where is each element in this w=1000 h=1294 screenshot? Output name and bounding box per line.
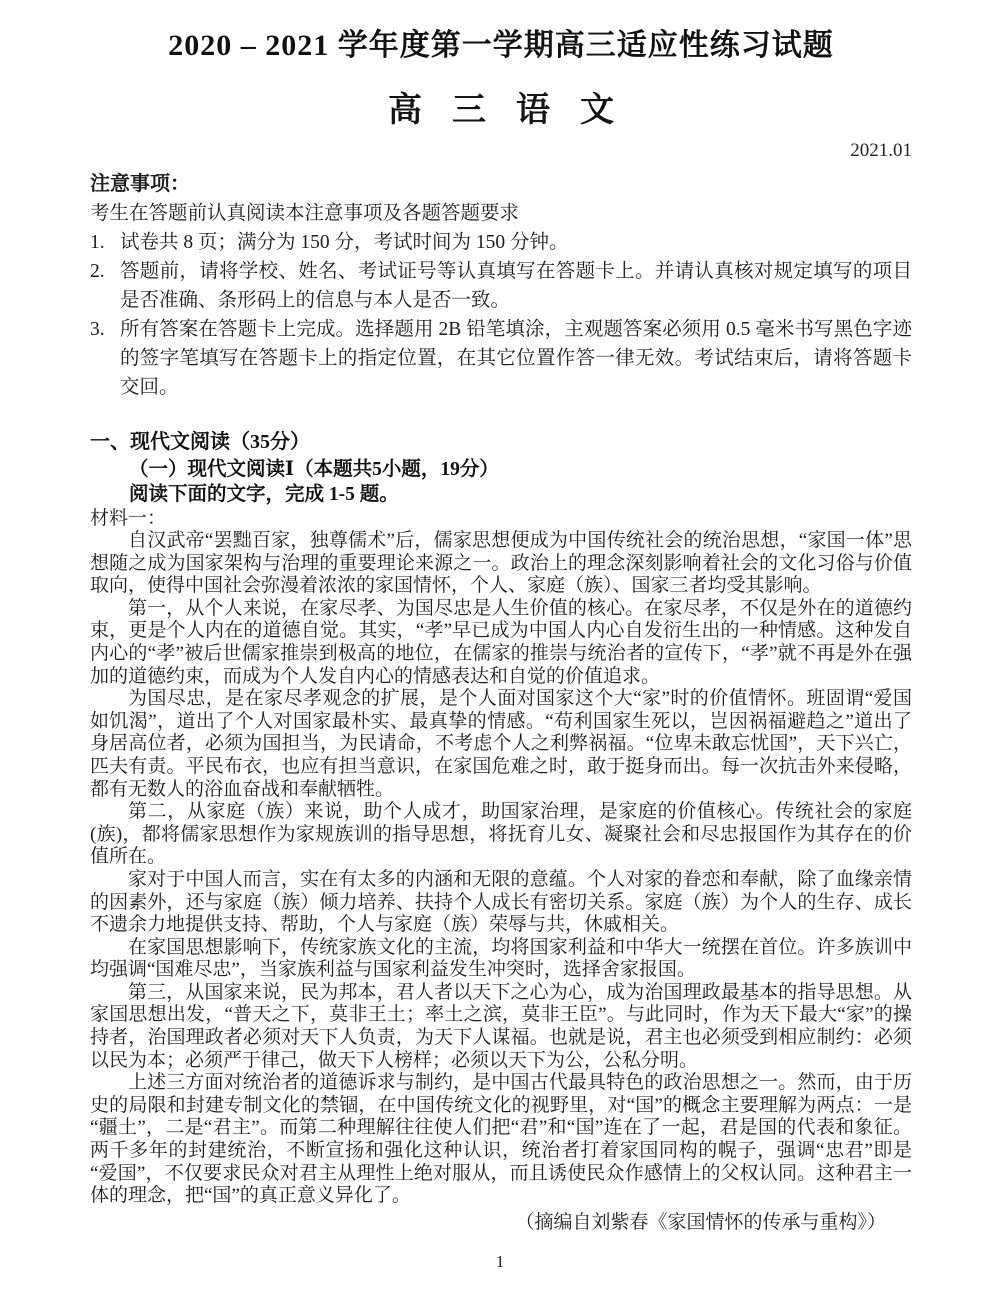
passage-paragraph: 第一，从个人来说，在家尽孝、为国尽忠是人生价值的核心。在家尽孝，不仅是外在的道德约束，更是个人内在的道德自觉。其实，“孝”早已成为中国人内心自发衍生出的一种情感。这种发自内心的“孝”被后世儒家推崇到极高的地位，在儒家的推崇与统治者的宣传下，“孝”就不再是外在强加的道德约束，而成为个人发自内心的情感表达和自觉的价值追求。 bbox=[90, 597, 912, 687]
notice-item bbox=[90, 228, 912, 257]
passage-paragraph: 自汉武帝“罢黜百家，独尊儒术”后，儒家思想便成为中国传统社会的统治思想，“家国一体”思想随之成为国家架构与治理的重要理论来源之一。政治上的理念深刻影响着社会的文化习俗与价值取向，使得中国社会弥漫着浓浓的家国情怀，个人、家庭（族）、国家三者均受其影响。 bbox=[90, 530, 912, 597]
notice-item-number: 3. bbox=[90, 319, 105, 340]
notice-item-number: 1. bbox=[90, 232, 105, 253]
notice-item-text: 所有答案在答题卡上完成。选择题用 2B 铅笔填涂，主观题答案必须用 0.5 毫米书写黑色字迹的签字笔填写在答题卡上的指定位置，在其它位置作答一律无效。考试结束后，请将答题卡交回。 bbox=[120, 319, 912, 398]
notice-heading: 注意事项： bbox=[90, 173, 190, 195]
section-subheading-reading-1: （一）现代文阅读Ⅰ（本题共5小题，19分） bbox=[129, 459, 499, 480]
passage-paragraph: 第三，从国家来说，民为邦本，君人者以天下之心为心，成为治国理政最基本的指导思想。从家国思想出发，“普天之下，莫非王土；率土之滨，莫非王臣”。与此同时，作为天下最大“家”的操持者，治国理政者必须对天下人负责，为天下人谋福。也就是说，君主也必须受到相应制约：必须以民为本；必须严于律己，做天下人榜样；必须以天下为公，公私分明。 bbox=[90, 981, 912, 1071]
notice-item bbox=[90, 315, 912, 402]
notice-item-number: 2. bbox=[90, 261, 105, 282]
exam-title: 2020 – 2021 学年度第一学期高三适应性练习试题 bbox=[168, 29, 834, 62]
passage-paragraph: 上述三方面对统治者的道德诉求与制约，是中国古代最具特色的政治思想之一。然而，由于历史的局限和封建专制文化的禁锢，在中国传统文化的视野里，对“国”的概念主要理解为两点：一是“疆土”，二是“君主”。而第二种理解往往使人们把“君”和“国”连在了一起，君是国的代表和象征。两千多年的封建统治，不断宣扬和强化这种认识，统治者打着家国同构的幌子，强调“忠君”即是“爱国”，不仅要求民众对君主从理性上绝对服从，而且诱使民众作感情上的父权认同。这种君主一体的理念，把“国”的真正意义异化了。 bbox=[90, 1072, 912, 1207]
passage-paragraph: 为国尽忠，是在家尽孝观念的扩展，是个人面对国家这个大“家”时的价值情怀。班固谓“爱国如饥渴”，道出了个人对国家最朴实、最真挚的情感。“苟利国家生死以，岂因祸福避趋之”道出了身居高位者，必须为国担当，为民请命，不考虑个人之利弊祸福。“位卑未敢忘忧国”，天下兴亡，匹夫有责。平民布衣，也应有担当意识，在家国危难之时，敢于挺身而出。每一次抗击外来侵略，都有无数人的浴血奋战和奉献牺牲。 bbox=[90, 688, 912, 800]
notice-section bbox=[90, 170, 912, 402]
notice-item bbox=[90, 257, 912, 315]
exam-date: 2021.01 bbox=[850, 140, 912, 161]
passage-paragraph: 家对于中国人而言，实在有太多的内涵和无限的意蕴。个人对家的眷恋和奉献，除了血缘亲情的因素外，还与家庭（族）倾力培养、扶持个人成长有密切关系。家庭（族）为个人的生存、成长不遗余力地提供支持、帮助，个人与家庭（族）荣辱与共，休戚相关。 bbox=[90, 868, 912, 936]
subject-title: 高三语文 bbox=[388, 92, 644, 129]
section-heading-modern-reading: 一、现代文阅读（35分） bbox=[90, 431, 310, 453]
section-instruction: 阅读下面的文字，完成 1-5 题。 bbox=[129, 484, 399, 505]
notice-intro: 考生在答题前认真阅读本注意事项及各题答题要求 bbox=[90, 203, 520, 224]
notice-item-text: 试卷共 8 页；满分为 150 分，考试时间为 150 分钟。 bbox=[120, 232, 569, 253]
passage-paragraph: 在家国思想影响下，传统家族文化的主流，均将国家利益和中华大一统摆在首位。许多族训中均强调“国难尽忠”，当家族利益与国家利益发生冲突时，选择舍家报国。 bbox=[90, 936, 912, 981]
notice-item-text: 答题前，请将学校、姓名、考试证号等认真填写在答题卡上。并请认真核对规定填写的项目是否准确、条形码上的信息与本人是否一致。 bbox=[120, 261, 912, 311]
passage-paragraph: 第二，从家庭（族）来说，助个人成才，助国家治理，是家庭的价值核心。传统社会的家庭(族)，都将儒家思想作为家规族训的指导思想，将抚育儿女、凝聚社会和尽忠报国作为其存在的价值所在。 bbox=[90, 801, 912, 868]
passage-attribution: （摘编自刘紫春《家国情怀的传承与重构》） bbox=[515, 1211, 886, 1233]
material-label: 材料一： bbox=[90, 508, 167, 529]
page-number: 1 bbox=[495, 1252, 505, 1271]
passage-material-1 bbox=[90, 530, 912, 1235]
